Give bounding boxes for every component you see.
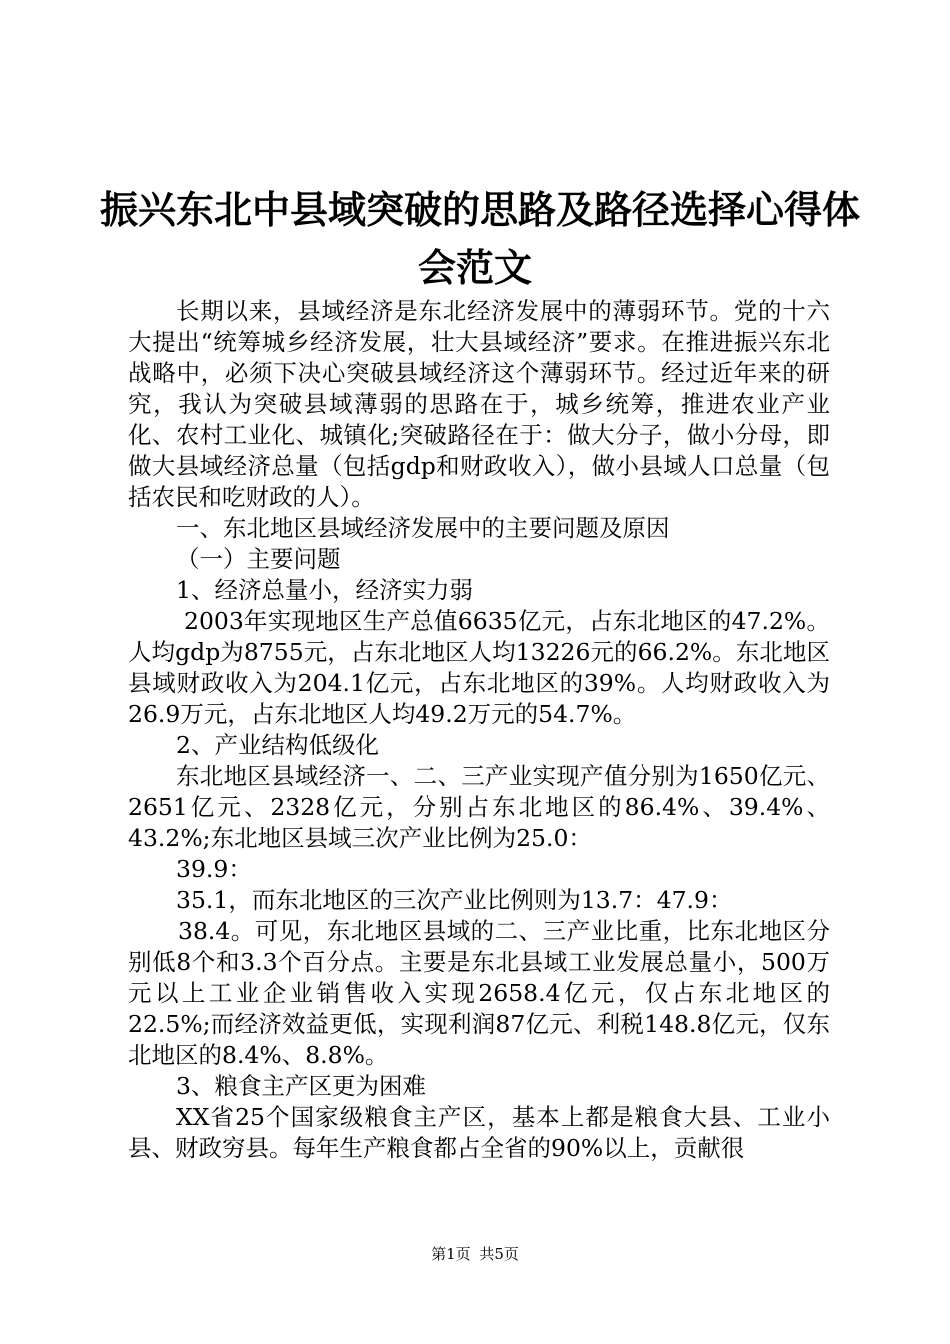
- page-footer: [0, 1244, 950, 1264]
- item-heading-2: 2、产业结构低级化: [176, 731, 379, 759]
- paragraph-ratio-1: 39.9：: [176, 855, 252, 883]
- item-heading-1: 1、经济总量小，经济实力弱: [176, 576, 473, 604]
- item-heading-3: 3、粮食主产区更为困难: [176, 1072, 426, 1100]
- section-heading-1: 一、东北地区县域经济发展中的主要问题及原因: [176, 514, 670, 542]
- document-title-line-2: 会范文: [417, 246, 532, 290]
- paragraph-comparison: 38.4。可见，东北地区县域的二、三产业比重，比东北地区分别低8个和3.3个百分点。主要是东北县域工业发展总量小，500万元以上工业企业销售收入实现2658.4亿元，仅占东北地区的22.5%;而经济效益更低，实现利润87亿元、利税148.8亿元，仅东北地区的8.4%、8.8%。: [128, 917, 830, 1069]
- paragraph-industry: 东北地区县域经济一、二、三产业实现产值分别为1650亿元、2651亿元、2328亿元，分别占东北地区的86.4%、39.4%、43.2%;东北地区县域三次产业比例为25.0：: [128, 762, 830, 852]
- paragraph-ratio-2: 35.1，而东北地区的三次产业比例则为13.7：47.9：: [176, 886, 733, 914]
- document-title-line-1: 振兴东北中县域突破的思路及路径选择心得体: [100, 188, 861, 232]
- document-body: [128, 296, 830, 1164]
- subsection-heading-1: （一）主要问题: [176, 545, 341, 573]
- paragraph-intro: 长期以来，县域经济是东北经济发展中的薄弱环节。党的十六大提出“统筹城乡经济发展，壮大县域经济”要求。在推进振兴东北战略中，必须下决心突破县域经济这个薄弱环节。经过近年来的研究，我认为突破县域薄弱的思路在于，城乡统筹，推进农业产业化、农村工业化、城镇化;突破路径在于：做大分子，做小分母，即做大县域经济总量（包括gdp和财政收入），做小县域人口总量（包括农民和吃财政的人）。: [128, 297, 830, 511]
- page-total: 共5页: [479, 1245, 519, 1263]
- page-number: 第1页: [431, 1245, 471, 1263]
- paragraph-grain: XX省25个国家级粮食主产区，基本上都是粮食大县、工业小县、财政穷县。每年生产粮食都占全省的90%以上，贡献很: [128, 1103, 830, 1162]
- paragraph-economy: 2003年实现地区生产总值6635亿元，占东北地区的47.2%。人均gdp为8755元，占东北地区人均13226元的66.2%。东北地区县域财政收入为204.1亿元，占东北地区的39%。人均财政收入为26.9万元，占东北地区人均49.2万元的54.7%。: [128, 607, 830, 728]
